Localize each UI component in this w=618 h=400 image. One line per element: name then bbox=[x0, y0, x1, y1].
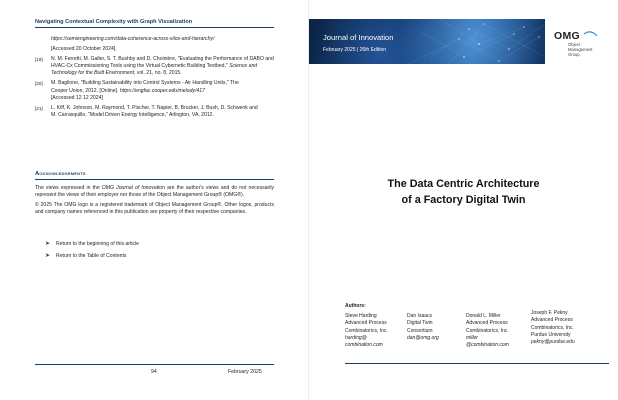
header-divider bbox=[35, 27, 274, 28]
acknowledgements-paragraph: The views expressed in the OMG Journal of Innovation are the author's views and do not necessarily represent the views of their employer nor those of the Object Management Group® (OMG®). bbox=[35, 185, 274, 199]
return-to-article-start-link[interactable] bbox=[45, 240, 139, 247]
references-list bbox=[35, 36, 275, 122]
author-pekny: Joseph F. Pekny Advanced Process Combinatorics, Inc. Purdue University pekny@purdue.edu bbox=[531, 310, 575, 346]
author-email[interactable]: dan@omg.org bbox=[407, 334, 439, 341]
reference-journal: Science and Technology for the Built Environment, bbox=[51, 63, 258, 77]
footer-divider bbox=[35, 364, 274, 365]
link-label[interactable]: Return to the beginning of this article bbox=[56, 240, 139, 247]
reference-text: Cooper Union, 2012. [Online]. bbox=[51, 87, 119, 94]
page-number: 94 bbox=[151, 369, 157, 375]
reference-accessed: [Accessed 12 12 2024] bbox=[51, 94, 103, 101]
acknowledgements-heading: Acknowledgements bbox=[35, 171, 86, 177]
link-label[interactable]: Return to the Table of Contents bbox=[56, 252, 127, 259]
arrow-right-icon: ➤ bbox=[45, 253, 51, 259]
copyright-paragraph: © 2025 The OMG logo is a registered trademark of Object Management Group®. Other logos, products and company names referenced in this publication are property of their respective companies. bbox=[35, 202, 274, 216]
reference-text: L. Kiff, K. Johnson, M. Raymond, T. Pischer, T. Napier, B. Brucker, J. Bush, D. Schwenk and bbox=[51, 104, 258, 111]
reference-text: N. M. Ferretti, M. Galler, S. T. Bushby and D. Choinière, "Evaluating the Performance of DABO and HVAC-Cx Commissioning Tools using the Virtual Cybernetic Building Testbed," bbox=[51, 56, 274, 70]
author-email[interactable]: miller bbox=[466, 334, 478, 341]
author-email[interactable]: combination.com bbox=[345, 342, 383, 349]
reference-link[interactable]: https://engfac.cooper.edu/melody/417 bbox=[119, 87, 205, 94]
return-to-toc-link[interactable] bbox=[45, 252, 139, 259]
footer-date: February 2025 bbox=[228, 369, 262, 375]
reference-accessed: [Accessed 20 October 2024]. bbox=[51, 46, 117, 53]
navigation-links bbox=[45, 240, 139, 264]
author-isaacs: Dan Isaacs Digital Twin Consortium dan@omg.org bbox=[407, 313, 439, 341]
reference-volume: vol. 21, no. 8, 2015. bbox=[136, 70, 182, 77]
author-email[interactable]: @combination.com bbox=[466, 342, 509, 349]
author-email[interactable]: harding@ bbox=[345, 334, 367, 341]
acknowledgements-body bbox=[35, 185, 274, 219]
author-harding: Steve Harding Advanced Process Combinatorics, Inc. harding@ combination.com bbox=[345, 313, 388, 349]
reference-number: [19] bbox=[35, 57, 43, 63]
reference-text: M. Baglione, "Building Sustainability into Control Systems - Air Handling Units," The bbox=[51, 80, 239, 87]
arrow-right-icon: ➤ bbox=[45, 241, 51, 247]
reference-20 bbox=[35, 80, 275, 101]
running-head: Navigating Contextual Complexity with Graph Visualization bbox=[35, 19, 193, 25]
author-email[interactable]: pekny@purdue.edu bbox=[531, 339, 575, 346]
journal-title: Journal of Innovation bbox=[323, 33, 394, 42]
reference-18-continuation bbox=[35, 36, 275, 53]
authors-heading: Authors: bbox=[345, 303, 366, 309]
journal-banner bbox=[309, 19, 545, 64]
reference-text: M. Carrasquillo, "Model Driven Energy Intelligence," Arlington, VA, 2012. bbox=[51, 111, 214, 118]
footer-divider bbox=[345, 363, 609, 364]
reference-19 bbox=[35, 56, 275, 77]
logo-wordmark: OMG bbox=[554, 30, 580, 42]
article-title: The Data Centric Architecture of a Factory Digital Twin bbox=[387, 178, 540, 206]
right-page bbox=[309, 0, 618, 400]
reference-21 bbox=[35, 105, 275, 119]
reference-number: [20] bbox=[35, 81, 43, 87]
journal-edition: February 2025 | 26th Edition bbox=[323, 47, 387, 53]
omg-logo bbox=[554, 30, 614, 60]
author-miller: Donald L. Miller Advanced Process Combinatorics, Inc. miller @combination.com bbox=[466, 313, 509, 349]
logo-subtitle: Object Management Group. bbox=[568, 42, 593, 57]
acknowledgements-divider bbox=[35, 179, 274, 180]
reference-link[interactable]: https://semiengineering.com/data-coherence-across-silos-and-hierarchy/ bbox=[51, 36, 215, 42]
reference-number: [21] bbox=[35, 105, 43, 111]
